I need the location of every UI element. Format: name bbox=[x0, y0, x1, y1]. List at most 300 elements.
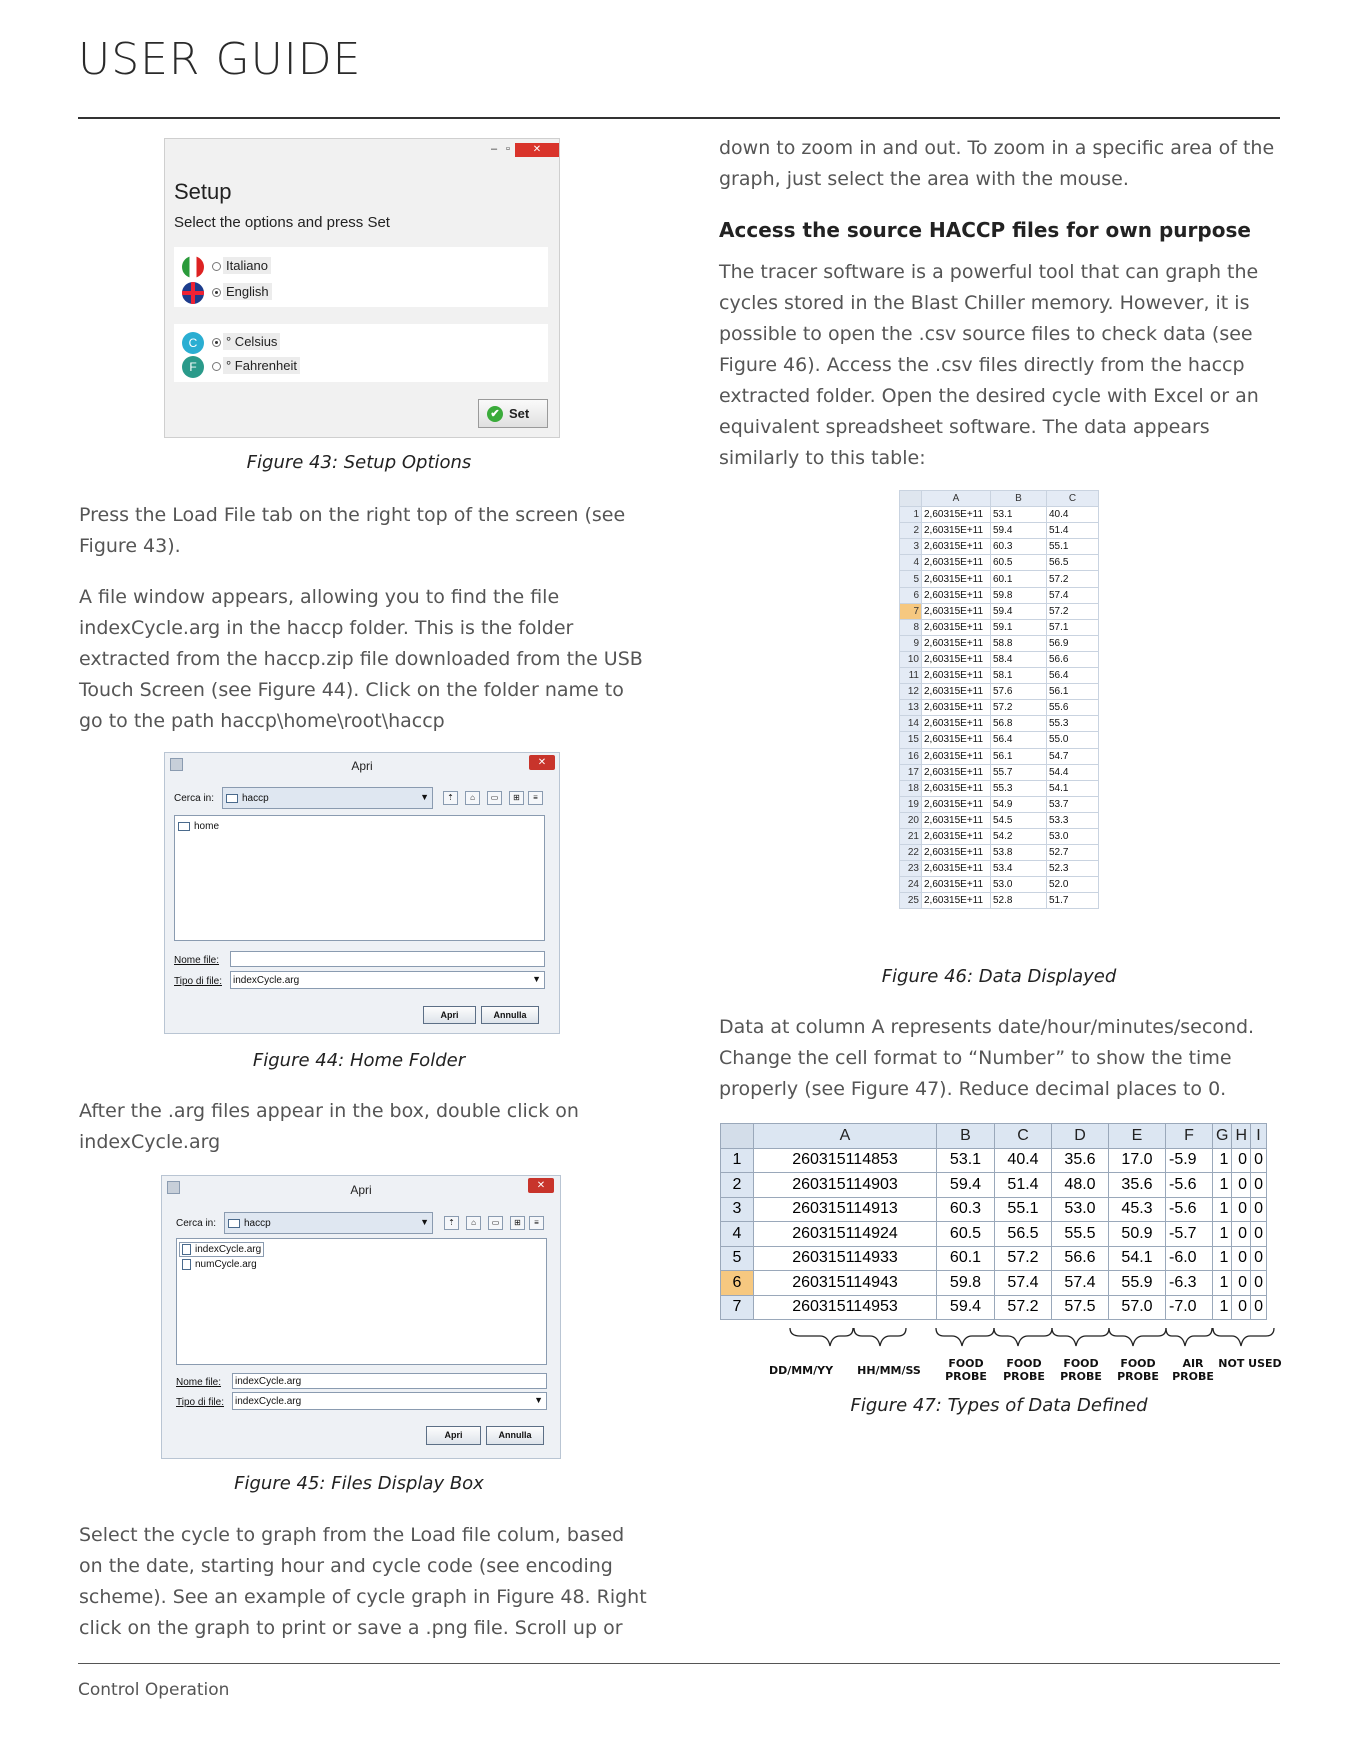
table-cell[interactable]: 59.4 bbox=[937, 1173, 995, 1198]
table-cell[interactable]: 56.5 bbox=[1047, 555, 1099, 571]
table-cell[interactable]: 55.5 bbox=[1052, 1222, 1109, 1247]
table-cell[interactable]: 260315114953 bbox=[754, 1295, 937, 1320]
label-food-probe-3: FOOD PROBE bbox=[1060, 1357, 1102, 1383]
open-dialog-home bbox=[164, 752, 560, 1034]
row-header[interactable]: 5 bbox=[721, 1246, 754, 1271]
select-all-corner[interactable] bbox=[900, 491, 922, 507]
row-header[interactable]: 15 bbox=[900, 732, 922, 748]
table-cell[interactable]: 54.4 bbox=[1047, 764, 1099, 780]
column-header[interactable]: G bbox=[1213, 1124, 1232, 1149]
radio-italiano[interactable] bbox=[212, 262, 221, 271]
up-folder-icon[interactable]: ⇡ bbox=[444, 1216, 459, 1230]
row-header[interactable]: 20 bbox=[900, 812, 922, 828]
list-item-label: home bbox=[194, 821, 220, 832]
table-cell[interactable]: 55.0 bbox=[1047, 732, 1099, 748]
column-header[interactable]: A bbox=[754, 1124, 937, 1149]
table-cell[interactable]: 2,60315E+11 bbox=[922, 684, 991, 700]
table-cell[interactable]: 0 bbox=[1232, 1173, 1251, 1198]
table-cell[interactable]: 50.9 bbox=[1109, 1222, 1166, 1247]
table-row bbox=[900, 845, 1099, 861]
column-header[interactable]: C bbox=[995, 1124, 1052, 1149]
table-cell[interactable]: 2,60315E+11 bbox=[922, 796, 991, 812]
table-cell[interactable]: -5.9 bbox=[1166, 1148, 1213, 1173]
table-row bbox=[900, 893, 1099, 909]
home-icon[interactable]: ⌂ bbox=[466, 1216, 481, 1230]
row-header[interactable]: 3 bbox=[900, 539, 922, 555]
table-cell[interactable]: 51.4 bbox=[995, 1173, 1052, 1198]
row-header[interactable]: 7 bbox=[721, 1295, 754, 1320]
table-cell[interactable]: 2,60315E+11 bbox=[922, 587, 991, 603]
table-cell[interactable]: 2,60315E+11 bbox=[922, 732, 991, 748]
figure-46-caption: Figure 46: Data Displayed bbox=[881, 966, 1117, 987]
table-row bbox=[721, 1295, 1267, 1320]
table-cell[interactable]: 55.9 bbox=[1109, 1271, 1166, 1296]
list-item-label: numCycle.arg bbox=[195, 1259, 257, 1270]
home-icon[interactable]: ⌂ bbox=[465, 791, 480, 805]
table-cell[interactable]: 2,60315E+11 bbox=[922, 523, 991, 539]
row-header[interactable]: 12 bbox=[900, 684, 922, 700]
file-name-label: Nome file: bbox=[176, 1377, 222, 1388]
list-item[interactable] bbox=[178, 821, 219, 832]
row-header[interactable]: 7 bbox=[900, 603, 922, 619]
table-cell[interactable]: 59.1 bbox=[991, 619, 1047, 635]
row-header[interactable]: 13 bbox=[900, 700, 922, 716]
table-cell[interactable]: 57.2 bbox=[991, 700, 1047, 716]
table-cell[interactable]: 57.1 bbox=[1047, 619, 1099, 635]
label-food-probe-1: FOOD PROBE bbox=[945, 1357, 987, 1383]
table-cell[interactable]: 53.7 bbox=[1047, 796, 1099, 812]
table-cell[interactable]: 2,60315E+11 bbox=[922, 668, 991, 684]
list-item[interactable] bbox=[179, 1242, 264, 1257]
look-in-combo[interactable] bbox=[224, 1212, 433, 1234]
close-icon[interactable]: ✕ bbox=[529, 755, 555, 770]
table-row bbox=[900, 684, 1099, 700]
radio-fahrenheit[interactable] bbox=[212, 362, 221, 371]
table-row bbox=[900, 732, 1099, 748]
setup-dialog bbox=[164, 138, 560, 438]
table-cell[interactable]: 2,60315E+11 bbox=[922, 603, 991, 619]
file-name-input[interactable] bbox=[232, 1373, 547, 1389]
row-header[interactable]: 23 bbox=[900, 861, 922, 877]
table-cell[interactable]: 2,60315E+11 bbox=[922, 748, 991, 764]
row-header[interactable]: 25 bbox=[900, 893, 922, 909]
table-cell[interactable]: 260315114933 bbox=[754, 1246, 937, 1271]
table-cell[interactable]: 55.1 bbox=[995, 1197, 1052, 1222]
row-header[interactable]: 2 bbox=[900, 523, 922, 539]
table-cell[interactable]: 2,60315E+11 bbox=[922, 555, 991, 571]
table-cell[interactable]: 60.1 bbox=[937, 1246, 995, 1271]
table-cell[interactable]: 56.9 bbox=[1047, 635, 1099, 651]
column-braces bbox=[720, 1322, 1280, 1352]
table-cell[interactable]: 2,60315E+11 bbox=[922, 619, 991, 635]
row-header[interactable]: 3 bbox=[721, 1197, 754, 1222]
table-cell[interactable]: 52.8 bbox=[991, 893, 1047, 909]
table-cell[interactable]: 59.4 bbox=[991, 523, 1047, 539]
row-header[interactable]: 14 bbox=[900, 716, 922, 732]
table-cell[interactable]: 57.2 bbox=[995, 1246, 1052, 1271]
table-cell[interactable]: 54.2 bbox=[991, 828, 1047, 844]
column-header[interactable]: H bbox=[1232, 1124, 1251, 1149]
chevron-down-icon: ▼ bbox=[534, 1395, 543, 1405]
table-cell[interactable]: 53.1 bbox=[991, 507, 1047, 523]
table-cell[interactable]: 2,60315E+11 bbox=[922, 893, 991, 909]
table-cell[interactable]: 260315114943 bbox=[754, 1271, 937, 1296]
table-cell[interactable]: 60.3 bbox=[937, 1197, 995, 1222]
table-row bbox=[900, 651, 1099, 667]
setup-subtitle: Select the options and press Set bbox=[174, 214, 390, 231]
table-cell[interactable]: -5.6 bbox=[1166, 1197, 1213, 1222]
table-row bbox=[900, 812, 1099, 828]
table-cell[interactable]: 60.5 bbox=[991, 555, 1047, 571]
table-cell[interactable]: 0 bbox=[1232, 1295, 1251, 1320]
table-cell[interactable]: 40.4 bbox=[1047, 507, 1099, 523]
cancel-button[interactable]: Annulla bbox=[481, 1006, 539, 1024]
table-cell[interactable]: 2,60315E+11 bbox=[922, 845, 991, 861]
table-cell[interactable]: 55.3 bbox=[1047, 716, 1099, 732]
table-cell[interactable]: 58.4 bbox=[991, 651, 1047, 667]
option-fahrenheit-label: ° Fahrenheit bbox=[223, 357, 300, 374]
open-button[interactable]: Apri bbox=[426, 1426, 481, 1445]
table-cell[interactable]: 57.2 bbox=[1047, 603, 1099, 619]
table-cell[interactable]: 59.8 bbox=[937, 1271, 995, 1296]
details-view-icon[interactable]: ≡ bbox=[528, 791, 543, 805]
table-cell[interactable]: 53.0 bbox=[1052, 1197, 1109, 1222]
row-header[interactable]: 16 bbox=[900, 748, 922, 764]
column-header[interactable]: I bbox=[1251, 1124, 1267, 1149]
select-all-corner[interactable] bbox=[721, 1124, 754, 1149]
row-header[interactable]: 4 bbox=[900, 555, 922, 571]
table-cell[interactable]: 54.1 bbox=[1047, 780, 1099, 796]
data-table-46 bbox=[899, 490, 1099, 909]
table-row bbox=[900, 828, 1099, 844]
footer-rule bbox=[78, 1663, 1280, 1664]
list-view-icon[interactable]: ⊞ bbox=[510, 1216, 525, 1230]
table-cell[interactable]: -5.6 bbox=[1166, 1173, 1213, 1198]
table-cell[interactable]: 57.2 bbox=[995, 1295, 1052, 1320]
table-cell[interactable]: -7.0 bbox=[1166, 1295, 1213, 1320]
table-row bbox=[900, 619, 1099, 635]
table-cell[interactable]: 51.4 bbox=[1047, 523, 1099, 539]
table-cell[interactable]: 40.4 bbox=[995, 1148, 1052, 1173]
table-cell[interactable]: 56.6 bbox=[1052, 1246, 1109, 1271]
table-cell[interactable]: 2,60315E+11 bbox=[922, 571, 991, 587]
table-cell[interactable]: 0 bbox=[1251, 1173, 1267, 1198]
table-cell[interactable]: 2,60315E+11 bbox=[922, 700, 991, 716]
table-cell[interactable]: 60.3 bbox=[991, 539, 1047, 555]
label-time: HH/MM/SS bbox=[857, 1364, 921, 1377]
table-row bbox=[900, 507, 1099, 523]
row-header[interactable]: 19 bbox=[900, 796, 922, 812]
table-cell[interactable]: 57.4 bbox=[995, 1271, 1052, 1296]
details-view-icon[interactable]: ≡ bbox=[529, 1216, 544, 1230]
table-cell[interactable]: 52.7 bbox=[1047, 845, 1099, 861]
row-header[interactable]: 22 bbox=[900, 845, 922, 861]
file-list[interactable] bbox=[176, 1238, 547, 1365]
close-icon[interactable]: ✕ bbox=[528, 1178, 554, 1193]
open-button[interactable]: Apri bbox=[423, 1006, 476, 1024]
table-cell[interactable]: 0 bbox=[1251, 1271, 1267, 1296]
table-cell[interactable]: 1 bbox=[1213, 1295, 1232, 1320]
table-cell[interactable]: 57.4 bbox=[1047, 587, 1099, 603]
option-celsius-label: ° Celsius bbox=[223, 333, 280, 350]
table-cell[interactable]: 0 bbox=[1251, 1222, 1267, 1247]
column-header[interactable]: A bbox=[922, 491, 991, 507]
cancel-button[interactable]: Annulla bbox=[486, 1426, 544, 1445]
brace-food3 bbox=[1052, 1328, 1109, 1346]
table-cell[interactable]: 2,60315E+11 bbox=[922, 877, 991, 893]
uk-flag-icon bbox=[182, 282, 204, 304]
paragraph-file-window: A file window appears, allowing you to find the file indexCycle.arg in the haccp folder. This is the folder extracted from the haccp.zip file downloaded from the USB Touch Screen (see Figure 44). Click on the folder name to go to the path haccp\home\root\haccp bbox=[79, 586, 643, 732]
table-cell[interactable]: 260315114924 bbox=[754, 1222, 937, 1247]
figure-44-caption: Figure 44: Home Folder bbox=[252, 1050, 466, 1071]
table-cell[interactable]: 260315114903 bbox=[754, 1173, 937, 1198]
table-cell[interactable]: 55.3 bbox=[991, 780, 1047, 796]
table-cell[interactable]: 55.1 bbox=[1047, 539, 1099, 555]
table-cell[interactable]: 59.4 bbox=[937, 1295, 995, 1320]
file-list[interactable] bbox=[174, 815, 545, 941]
table-cell[interactable]: 57.2 bbox=[1047, 571, 1099, 587]
table-cell[interactable]: 59.8 bbox=[991, 587, 1047, 603]
table-cell[interactable]: 57.5 bbox=[1052, 1295, 1109, 1320]
table-cell[interactable]: 1 bbox=[1213, 1246, 1232, 1271]
row-header[interactable]: 18 bbox=[900, 780, 922, 796]
open-dialog-files bbox=[161, 1175, 561, 1459]
row-header[interactable]: 1 bbox=[721, 1148, 754, 1173]
table-row bbox=[721, 1148, 1267, 1173]
row-header[interactable]: 24 bbox=[900, 877, 922, 893]
table-cell[interactable]: 2,60315E+11 bbox=[922, 764, 991, 780]
table-cell[interactable]: 53.0 bbox=[1047, 828, 1099, 844]
table-row bbox=[900, 555, 1099, 571]
table-row bbox=[900, 571, 1099, 587]
table-cell[interactable]: 60.1 bbox=[991, 571, 1047, 587]
radio-celsius[interactable] bbox=[212, 338, 221, 347]
page-header: USER GUIDE bbox=[78, 34, 362, 85]
figure-47-caption: Figure 47: Types of Data Defined bbox=[850, 1395, 1148, 1416]
row-header[interactable]: 8 bbox=[900, 619, 922, 635]
column-header[interactable]: B bbox=[937, 1124, 995, 1149]
table-row bbox=[900, 796, 1099, 812]
row-header[interactable]: 17 bbox=[900, 764, 922, 780]
table-cell[interactable]: 56.5 bbox=[995, 1222, 1052, 1247]
table-row bbox=[900, 700, 1099, 716]
column-header[interactable]: C bbox=[1047, 491, 1099, 507]
table-cell[interactable]: 0 bbox=[1251, 1148, 1267, 1173]
label-date: DD/MM/YY bbox=[768, 1364, 834, 1377]
look-in-label: Cerca in: bbox=[176, 1218, 217, 1229]
table-cell[interactable]: 2,60315E+11 bbox=[922, 539, 991, 555]
new-folder-icon[interactable]: ▭ bbox=[487, 791, 502, 805]
table-row bbox=[721, 1197, 1267, 1222]
brace-date bbox=[790, 1328, 853, 1346]
label-not-used: NOT USED bbox=[1218, 1357, 1282, 1370]
table-cell[interactable]: 0 bbox=[1232, 1222, 1251, 1247]
set-button-label: Set bbox=[509, 406, 530, 421]
file-type-label: Tipo di file: bbox=[176, 1397, 224, 1408]
table-cell[interactable]: 2,60315E+11 bbox=[922, 716, 991, 732]
close-icon[interactable]: ✕ bbox=[515, 143, 559, 157]
table-cell[interactable]: 55.6 bbox=[1047, 700, 1099, 716]
table-cell[interactable]: 59.4 bbox=[991, 603, 1047, 619]
look-in-value: haccp bbox=[242, 793, 269, 804]
table-cell[interactable]: 54.1 bbox=[1109, 1246, 1166, 1271]
table-cell[interactable]: 17.0 bbox=[1109, 1148, 1166, 1173]
table-row bbox=[900, 748, 1099, 764]
paragraph-column-a: Data at column A represents date/hour/minutes/second. Change the cell format to “Number” to show the time properly (see Figure 47). Reduce decimal places to 0. bbox=[719, 1016, 1255, 1100]
up-folder-icon[interactable]: ⇡ bbox=[443, 791, 458, 805]
table-cell[interactable]: 57.4 bbox=[1052, 1271, 1109, 1296]
table-row bbox=[900, 780, 1099, 796]
table-cell[interactable]: 54.7 bbox=[1047, 748, 1099, 764]
table-cell[interactable]: 260315114913 bbox=[754, 1197, 937, 1222]
label-air-probe: AIR PROBE bbox=[1172, 1357, 1214, 1383]
table-cell[interactable]: 55.7 bbox=[991, 764, 1047, 780]
chevron-down-icon: ▼ bbox=[420, 1217, 429, 1227]
brace-air bbox=[1166, 1328, 1212, 1346]
row-header[interactable]: 10 bbox=[900, 651, 922, 667]
table-row bbox=[900, 668, 1099, 684]
table-cell[interactable]: 0 bbox=[1232, 1246, 1251, 1271]
column-header[interactable]: E bbox=[1109, 1124, 1166, 1149]
radio-english[interactable] bbox=[212, 288, 221, 297]
row-header[interactable]: 21 bbox=[900, 828, 922, 844]
table-cell[interactable]: 0 bbox=[1232, 1197, 1251, 1222]
table-cell[interactable]: 52.3 bbox=[1047, 861, 1099, 877]
table-cell[interactable]: 0 bbox=[1232, 1148, 1251, 1173]
row-header[interactable]: 6 bbox=[721, 1271, 754, 1296]
paragraph-tracer: The tracer software is a powerful tool that can graph the cycles stored in the Blast Chiller memory. However, it is possible to open the .csv source files to check data (see Figure 46). Access the .csv files directly from the haccp extracted folder. Open the desired cycle with Excel or an equivalent spreadsheet software. The data appears similarly to this table: bbox=[719, 261, 1259, 469]
table-cell[interactable]: 1 bbox=[1213, 1271, 1232, 1296]
table-cell[interactable]: 56.1 bbox=[1047, 684, 1099, 700]
table-cell[interactable]: 1 bbox=[1213, 1222, 1232, 1247]
table-cell[interactable]: 53.4 bbox=[991, 861, 1047, 877]
language-panel bbox=[174, 247, 548, 307]
brace-food2 bbox=[994, 1328, 1052, 1346]
row-header[interactable]: 1 bbox=[900, 507, 922, 523]
table-cell[interactable]: 2,60315E+11 bbox=[922, 861, 991, 877]
table-row bbox=[900, 587, 1099, 603]
paragraph-select-cycle: Select the cycle to graph from the Load file colum, based on the date, starting hour and cycle code (see encoding scheme). See an example of cycle graph in Figure 48. Right click on the graph to print or save a .png file. Scroll up or bbox=[79, 1524, 647, 1639]
table-cell[interactable]: 2,60315E+11 bbox=[922, 635, 991, 651]
table-cell[interactable]: 48.0 bbox=[1052, 1173, 1109, 1198]
page-footer: Control Operation bbox=[78, 1680, 230, 1700]
minimize-icon[interactable]: – bbox=[490, 143, 498, 155]
list-view-icon[interactable]: ⊞ bbox=[509, 791, 524, 805]
figure-43-caption: Figure 43: Setup Options bbox=[246, 452, 472, 473]
table-cell[interactable]: 51.7 bbox=[1047, 893, 1099, 909]
folder-icon bbox=[228, 1219, 240, 1228]
look-in-combo[interactable] bbox=[222, 787, 433, 809]
table-cell[interactable]: 35.6 bbox=[1052, 1148, 1109, 1173]
row-header[interactable]: 6 bbox=[900, 587, 922, 603]
table-cell[interactable]: 54.5 bbox=[991, 812, 1047, 828]
file-type-label: Tipo di file: bbox=[174, 976, 222, 987]
table-cell[interactable]: 54.9 bbox=[991, 796, 1047, 812]
column-header[interactable]: F bbox=[1166, 1124, 1213, 1149]
table-cell[interactable]: -6.0 bbox=[1166, 1246, 1213, 1271]
table-row bbox=[900, 877, 1099, 893]
table-cell[interactable]: 1 bbox=[1213, 1197, 1232, 1222]
table-row bbox=[721, 1222, 1267, 1247]
setup-title: Setup bbox=[174, 179, 232, 204]
table-cell[interactable]: 35.6 bbox=[1109, 1173, 1166, 1198]
paragraph-zoom: down to zoom in and out. To zoom in a specific area of the graph, just select the area with the mouse. bbox=[719, 137, 1275, 190]
file-type-combo[interactable] bbox=[230, 971, 545, 989]
set-button[interactable] bbox=[478, 399, 548, 428]
table-cell[interactable]: 2,60315E+11 bbox=[922, 828, 991, 844]
file-icon bbox=[182, 1244, 191, 1255]
table-cell[interactable]: 0 bbox=[1251, 1246, 1267, 1271]
table-cell[interactable]: -6.3 bbox=[1166, 1271, 1213, 1296]
row-header[interactable]: 4 bbox=[721, 1222, 754, 1247]
table-cell[interactable]: 0 bbox=[1251, 1197, 1267, 1222]
maximize-icon[interactable]: ▫ bbox=[506, 143, 510, 155]
table-cell[interactable]: 60.5 bbox=[937, 1222, 995, 1247]
table-cell[interactable]: 56.8 bbox=[991, 716, 1047, 732]
table-cell[interactable]: 52.0 bbox=[1047, 877, 1099, 893]
table-cell[interactable]: 2,60315E+11 bbox=[922, 507, 991, 523]
row-header[interactable]: 9 bbox=[900, 635, 922, 651]
column-header[interactable]: D bbox=[1052, 1124, 1109, 1149]
table-cell[interactable]: 58.8 bbox=[991, 635, 1047, 651]
units-panel bbox=[174, 324, 548, 382]
table-cell[interactable]: 56.1 bbox=[991, 748, 1047, 764]
table-row bbox=[721, 1173, 1267, 1198]
new-folder-icon[interactable]: ▭ bbox=[488, 1216, 503, 1230]
table-cell[interactable]: 2,60315E+11 bbox=[922, 812, 991, 828]
table-cell[interactable]: 1 bbox=[1213, 1148, 1232, 1173]
celsius-icon: C bbox=[182, 332, 204, 354]
paragraph-arg-files: After the .arg files appear in the box, double click on indexCycle.arg bbox=[79, 1100, 579, 1153]
table-cell[interactable]: 53.3 bbox=[1047, 812, 1099, 828]
data-table-47 bbox=[720, 1123, 1267, 1320]
table-cell[interactable]: 56.4 bbox=[1047, 668, 1099, 684]
table-cell[interactable]: 53.1 bbox=[937, 1148, 995, 1173]
table-cell[interactable]: 56.6 bbox=[1047, 651, 1099, 667]
table-cell[interactable]: 2,60315E+11 bbox=[922, 651, 991, 667]
file-name-input[interactable] bbox=[230, 951, 545, 967]
table-cell[interactable]: 260315114853 bbox=[754, 1148, 937, 1173]
file-type-combo[interactable] bbox=[232, 1392, 547, 1410]
brace-food4 bbox=[1109, 1328, 1166, 1346]
file-name-value: indexCycle.arg bbox=[235, 1376, 302, 1387]
option-italiano-label: Italiano bbox=[223, 257, 271, 274]
table-cell[interactable]: 1 bbox=[1213, 1173, 1232, 1198]
table-cell[interactable]: 57.6 bbox=[991, 684, 1047, 700]
table-cell[interactable]: 53.8 bbox=[991, 845, 1047, 861]
table-cell[interactable]: 2,60315E+11 bbox=[922, 780, 991, 796]
row-header[interactable]: 5 bbox=[900, 571, 922, 587]
column-header[interactable]: B bbox=[991, 491, 1047, 507]
table-cell[interactable]: 45.3 bbox=[1109, 1197, 1166, 1222]
table-cell[interactable]: 57.0 bbox=[1109, 1295, 1166, 1320]
list-item[interactable] bbox=[182, 1259, 257, 1270]
check-icon: ✔ bbox=[487, 406, 503, 422]
table-cell[interactable]: 0 bbox=[1232, 1271, 1251, 1296]
file-type-value: indexCycle.arg bbox=[235, 1396, 302, 1407]
table-cell[interactable]: 53.0 bbox=[991, 877, 1047, 893]
table-cell[interactable]: 58.1 bbox=[991, 668, 1047, 684]
table-cell[interactable]: -5.7 bbox=[1166, 1222, 1213, 1247]
folder-icon bbox=[226, 794, 238, 803]
row-header[interactable]: 2 bbox=[721, 1173, 754, 1198]
row-header[interactable]: 11 bbox=[900, 668, 922, 684]
file-name-label: Nome file: bbox=[174, 955, 220, 966]
brace-unused bbox=[1213, 1328, 1274, 1346]
table-cell[interactable]: 56.4 bbox=[991, 732, 1047, 748]
chevron-down-icon: ▼ bbox=[532, 974, 541, 984]
table-cell[interactable]: 0 bbox=[1251, 1295, 1267, 1320]
